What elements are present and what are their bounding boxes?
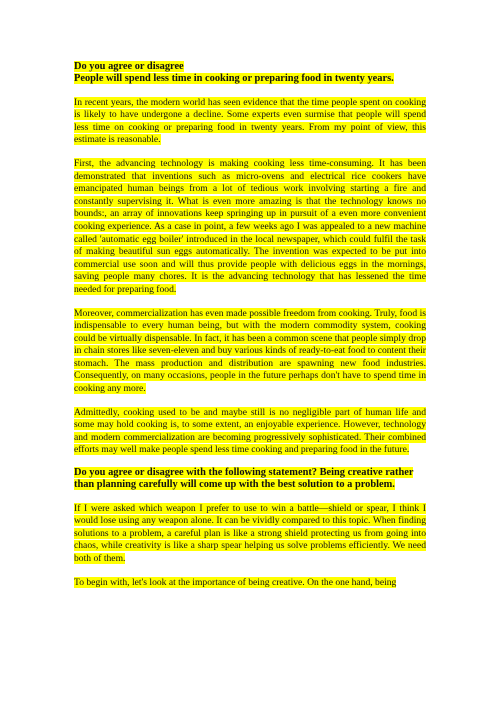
essay-2-heading-line-2: than planning carefully will come up with the best solution to a problem.	[74, 479, 395, 491]
essay-1-paragraph-1: In recent years, the modern world has seen evidence that the time people spent on cooking is likely to have undergone a decline. Some experts even surmise that people will spend less time on cooking or preparing food in twenty years. From my point of view, this estimate is reasonable.	[74, 96, 426, 146]
essay-1-heading-line-1: Do you agree or disagree	[74, 61, 184, 72]
essay-2-paragraph-1: If I were asked which weapon I prefer to use to win a battle—shield or spear, I think I would lose using any weapon alone. It can be vividly compared to this topic. When finding solutions to a problem, a careful plan is like a strong shield protecting us from going into chaos, while creativity is like a sharp spear helping us solve problems efficiently. We need both of them.	[74, 502, 426, 564]
essay-2-heading	[74, 467, 426, 492]
document-body	[74, 61, 426, 589]
essay-1-paragraph-3: Moreover, commercialization has even made possible freedom from cooking. Truly, food is indispensable to every human being, but with the modern commodity system, cooking could be virtually dispensable. In fact, it has been a common scene that people simply drop in chain stores like seven-eleven and buy various kinds of ready-to-eat food to content their stomach. The mass production and distribution are spawning new food industries. Consequently, on many occasions, people in the future perhaps don't have to spend time in cooking any more.	[74, 307, 426, 395]
essay-1-heading	[74, 61, 426, 86]
essay-2-paragraph-2: To begin with, let's look at the importance of being creative. On the one hand, being	[74, 576, 397, 588]
essay-1-heading-line-2: People will spend less time in cooking or preparing food in twenty years.	[74, 73, 394, 85]
essay-1-paragraph-4: Admittedly, cooking used to be and maybe still is no negligible part of human life and some may hold cooking is, to some extent, an enjoyable experience. However, technology and modern commercialization are becoming progressively sophisticated. Their combined efforts may well make people spend less time cooking and preparing food in the future.	[74, 406, 426, 456]
essay-1-paragraph-2: First, the advancing technology is making cooking less time-consuming. It has been demonstrated that inventions such as micro-ovens and electrical rice cookers have emancipated human beings from a lot of tedious work involving starting a fire and constantly supervising it. What is even more amazing is that the technology knows no bounds:, an array of innovations keep springing up in pursuit of a even more convenient cooking experience. As a case in point, a few weeks ago I was appealed to a new machine called 'automatic egg boiler' introduced in the local newspaper, which could fulfil the task of making beautiful sun eggs automatically. The invention was expected to be put into commercial use soon and will thus provide people with delicious eggs in the mornings, saving people many chores. It is the advancing technology that has lessened the time needed for preparing food.	[74, 157, 426, 295]
essay-2-heading-line-1: Do you agree or disagree with the following statement? Being creative rather	[74, 467, 414, 479]
